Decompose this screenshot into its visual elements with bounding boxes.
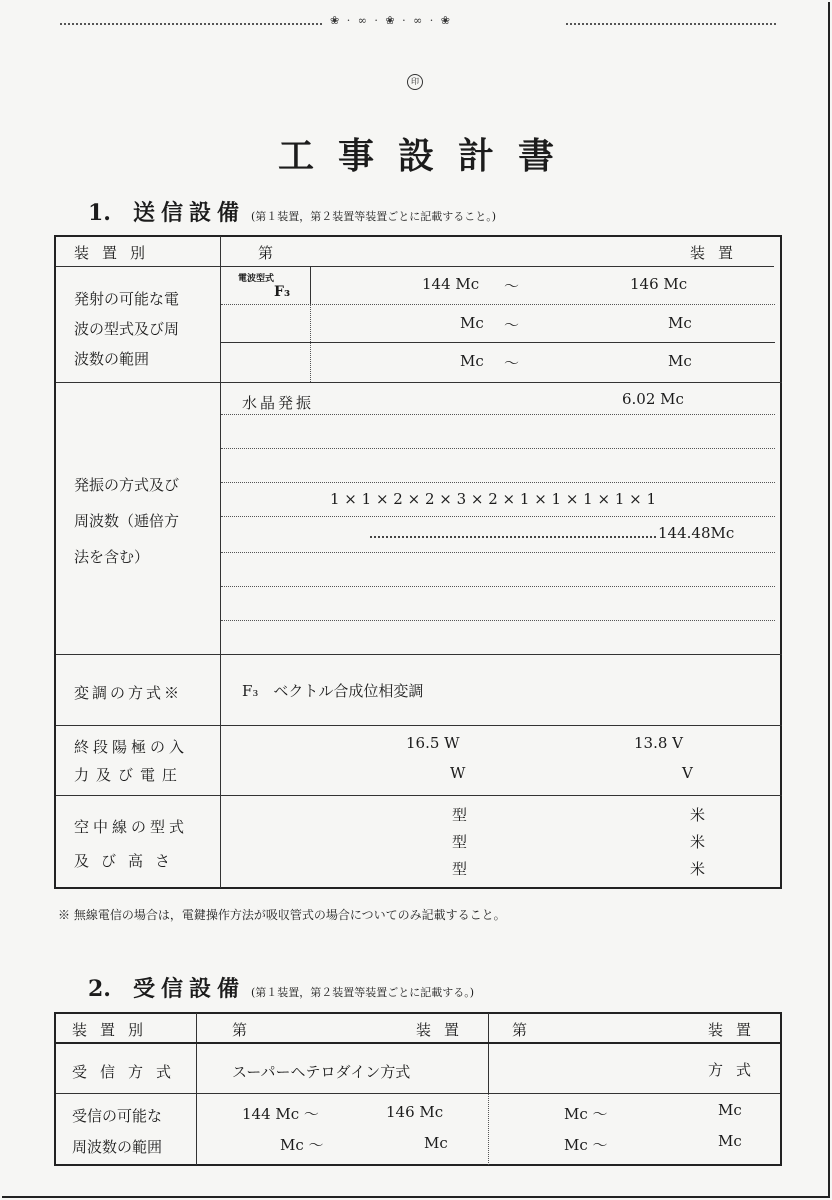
emission-caption: 電波型式 [238, 274, 275, 284]
freq-row2-from: Mc [460, 314, 484, 332]
section1-name: 送信設備 [132, 200, 245, 226]
header-dai: 第 [258, 244, 274, 262]
osc-line-1 [221, 414, 775, 415]
mod-section-bottom-line [56, 725, 782, 726]
rx-middle-divider [488, 1013, 489, 1093]
final-label-line1: 終段陽極の入 [74, 738, 189, 756]
osc-multiplication: 1 × 1 × 2 × 2 × 3 × 2 × 1 × 1 × 1 × 1 × 1 [330, 490, 657, 508]
rx-method-bottom-line [56, 1093, 780, 1094]
rx-middle-divider-dotted [488, 1093, 489, 1165]
final-row2-power: W [450, 764, 466, 782]
section1-note: (第１装置，第２装置等装置ごとに記載すること。) [250, 210, 497, 223]
footnote: ※ 無線電信の場合は，電鍵操作方法が吸収管式の場合についてのみ記載すること。 [58, 908, 506, 922]
freq-label-line1: 発射の可能な電 [74, 290, 180, 308]
final-label-line2: 力及び電圧 [74, 766, 185, 784]
osc-line-2 [221, 448, 775, 449]
emission-type-divider-dotted [310, 304, 311, 382]
rx-label-divider [196, 1013, 197, 1165]
rx-freq-row2-b-from: Mc ～ [564, 1136, 608, 1154]
antenna-row2-type: 型 [452, 833, 468, 851]
osc-output-freq: 144.48Mc [658, 524, 735, 542]
final-row1-voltage: 13.8 V [634, 734, 683, 752]
freq-row3-sep: ～ [504, 354, 520, 372]
antenna-row1-type: 型 [452, 806, 468, 824]
seal-stamp: 印 [407, 74, 423, 90]
freq-row2-line [221, 342, 775, 343]
emission-type: F₃ [274, 284, 291, 300]
section1-heading [88, 196, 496, 227]
freq-row3-to: Mc [668, 352, 692, 370]
freq-row1-line [221, 304, 775, 305]
rx-method-value1: スーパーヘテロダイン方式 [232, 1063, 411, 1081]
rx-method-label: 受信方式 [72, 1063, 185, 1081]
osc-leader-dots [370, 536, 656, 538]
rx-header-bottom-line [56, 1042, 780, 1044]
emission-type-divider [310, 266, 311, 304]
top-dotted-rule-left [60, 23, 322, 25]
section2-note: (第１装置，第２装置等装置ごとに記載する。) [250, 986, 475, 999]
rx-header-souchi2: 装置 [708, 1021, 765, 1039]
rx-method-value2: 方式 [708, 1061, 765, 1079]
antenna-row1-height: 米 [690, 806, 706, 824]
modulation-label: 変調の方式※ [74, 684, 183, 702]
osc-section-bottom-line [56, 654, 782, 655]
rx-freq-row2-a-to: Mc [424, 1134, 448, 1152]
final-section-bottom-line [56, 795, 782, 796]
modulation-value: F₃ ベクトル合成位相変調 [242, 682, 424, 700]
rx-freq-label-line2: 周波数の範囲 [72, 1138, 163, 1156]
final-row2-voltage: V [682, 764, 693, 782]
freq-label-line3: 波数の範囲 [74, 350, 150, 368]
section2-heading [88, 972, 474, 1003]
final-row1-power: 16.5 W [406, 734, 460, 752]
rx-freq-row1-a-to: 146 Mc [386, 1103, 444, 1121]
osc-crystal-freq: 6.02 Mc [622, 390, 684, 408]
rx-freq-row1-b-from: Mc ～ [564, 1105, 608, 1123]
header-label: 装置別 [74, 244, 159, 262]
osc-label-line1: 発振の方式及び [74, 476, 180, 494]
section2-number: 2. [88, 976, 111, 1002]
rx-freq-row2-b-to: Mc [718, 1132, 742, 1150]
osc-line-6 [221, 586, 775, 587]
top-dotted-rule-right [566, 23, 776, 25]
rx-header-label: 装置別 [72, 1021, 157, 1039]
freq-row1-from: 144 Mc [422, 275, 480, 293]
freq-row1-to: 146 Mc [630, 275, 688, 293]
rx-header-dai1: 第 [232, 1021, 248, 1039]
section1-number: 1. [88, 200, 111, 226]
rx-header-dai2: 第 [512, 1021, 528, 1039]
osc-line-3 [221, 482, 775, 483]
osc-line-7 [221, 620, 775, 621]
page-title: 工事設計書 [277, 135, 578, 177]
osc-line-4 [221, 516, 775, 517]
freq-row1-sep: ～ [504, 277, 520, 295]
antenna-label-line1: 空中線の型式 [74, 818, 189, 836]
rx-freq-row1-b-to: Mc [718, 1101, 742, 1119]
rx-freq-row1-a-from: 144 Mc ～ [242, 1105, 319, 1123]
freq-label-line2: 波の型式及び周 [74, 320, 180, 338]
top-ornament: ❀ · ∞ · ❀ · ∞ · ❀ [330, 14, 452, 27]
antenna-label-line2: 及び高さ [74, 852, 183, 870]
header-bottom-line [56, 266, 774, 267]
antenna-row3-type: 型 [452, 860, 468, 878]
osc-line-5 [221, 552, 775, 553]
antenna-row3-height: 米 [690, 860, 706, 878]
antenna-row2-height: 米 [690, 833, 706, 851]
rx-header-souchi1: 装置 [416, 1021, 473, 1039]
freq-row2-to: Mc [668, 314, 692, 332]
osc-method: 水晶発振 [242, 394, 315, 412]
rx-freq-label-line1: 受信の可能な [72, 1107, 163, 1125]
section2-name: 受信設備 [132, 976, 245, 1002]
header-souchi: 装置 [690, 244, 747, 262]
label-column-divider [220, 236, 221, 888]
rx-freq-row2-a-from: Mc ～ [280, 1136, 324, 1154]
freq-row2-sep: ～ [504, 316, 520, 334]
freq-section-bottom-line [56, 382, 782, 383]
freq-row3-from: Mc [460, 352, 484, 370]
osc-label-line3: 法を含む） [74, 548, 150, 566]
osc-label-line2: 周波数（逓倍方 [74, 512, 180, 530]
